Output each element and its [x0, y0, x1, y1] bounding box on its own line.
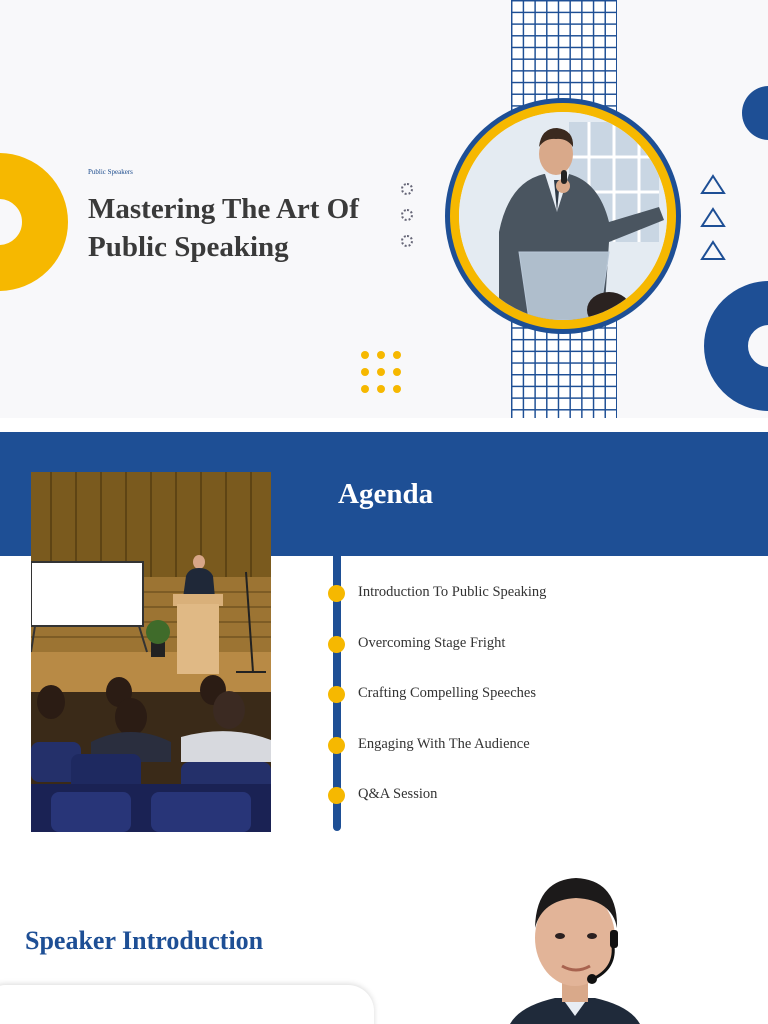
triangle-outline-icon	[702, 176, 724, 193]
eyebrow-label: Public Speakers	[88, 168, 133, 176]
speaker-at-podium-photo	[459, 112, 667, 320]
gear-icon	[401, 235, 413, 247]
agenda-title: Agenda	[338, 478, 434, 510]
bullet-dot-icon	[328, 787, 345, 804]
agenda-item-label: Introduction To Public Speaking	[358, 584, 547, 600]
speaker-introduction-title: Speaker Introduction	[25, 926, 264, 955]
agenda-list	[328, 580, 748, 833]
agenda-item	[328, 732, 748, 783]
speaker-introduction-slide	[0, 852, 768, 1024]
speaker-headshot-photo	[500, 866, 650, 1024]
agenda-item	[328, 782, 748, 833]
speaker-info-card	[0, 985, 374, 1024]
title-slide	[0, 0, 768, 418]
blue-circle-decoration	[742, 86, 768, 140]
yellow-ring-decoration	[0, 153, 68, 291]
agenda-slide	[0, 432, 768, 852]
bullet-dot-icon	[328, 585, 345, 602]
bullet-dot-icon	[328, 686, 345, 703]
triangle-outline-icon	[702, 242, 724, 259]
agenda-item-label: Overcoming Stage Fright	[358, 634, 506, 651]
triangle-outline-icon	[702, 209, 724, 226]
agenda-item	[328, 580, 748, 631]
bullet-dot-icon	[328, 636, 345, 653]
agenda-item-label: Q&A Session	[358, 786, 438, 802]
bullet-dot-icon	[328, 737, 345, 754]
agenda-item	[328, 681, 748, 732]
dot-grid-decoration	[361, 351, 405, 393]
gear-icon	[401, 183, 413, 195]
gear-icon	[401, 209, 413, 221]
slide-title: Mastering The Art Of Public Speaking	[88, 193, 359, 263]
conference-stage-photo	[31, 472, 271, 832]
triangle-column	[700, 174, 726, 265]
speaker-photo-circle	[445, 98, 681, 334]
agenda-item-label: Crafting Compelling Speeches	[358, 685, 536, 701]
agenda-item	[328, 631, 748, 682]
mini-icon-column	[401, 183, 415, 261]
blue-ring-decoration	[704, 281, 768, 411]
agenda-item-label: Engaging With The Audience	[358, 735, 530, 752]
